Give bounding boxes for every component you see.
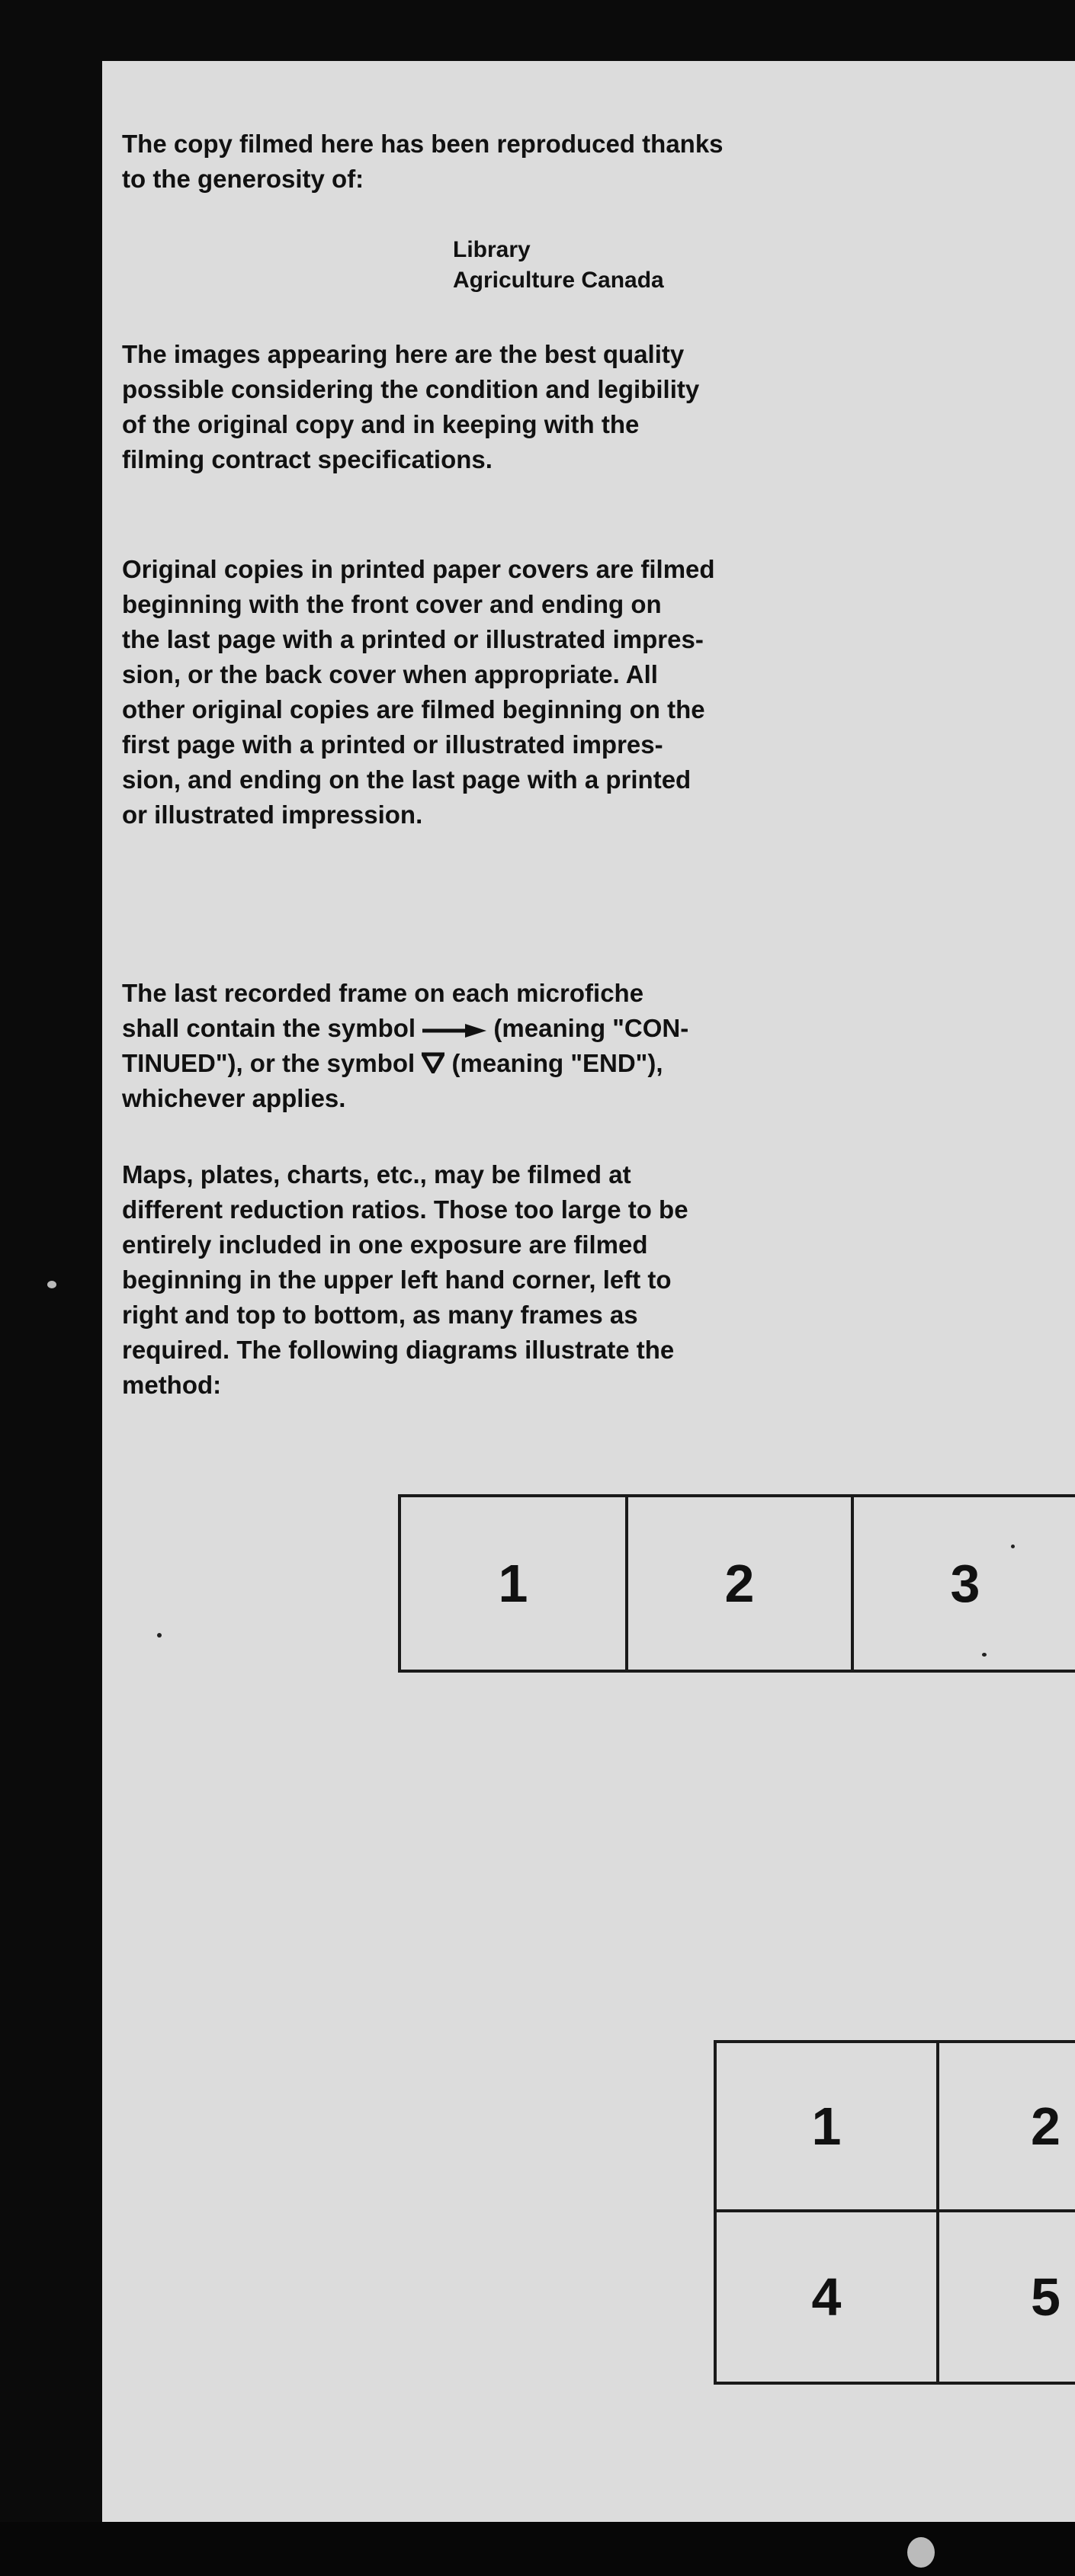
original-copies-line: other original copies are filmed beginning on the xyxy=(122,695,705,723)
institution-line-1: Library xyxy=(453,237,531,262)
symbols-text: TINUED"), or the symbol xyxy=(122,1049,422,1077)
original-copies-line: beginning with the front cover and ending on xyxy=(122,590,662,618)
symbols-text: shall contain the symbol xyxy=(122,1014,423,1042)
diagram-frame-3: 3 xyxy=(851,1494,1075,1673)
quality-line: The images appearing here are the best quality xyxy=(122,340,685,368)
original-copies-line: sion, and ending on the last page with a printed xyxy=(122,765,692,794)
quality-line: possible considering the condition and legibility xyxy=(122,375,700,403)
scan-speck xyxy=(1011,1545,1015,1548)
continued-arrow-icon xyxy=(422,1012,486,1047)
maps-line: beginning in the upper left hand corner, left to xyxy=(122,1266,672,1294)
symbols-line-1: The last recorded frame on each microfiche xyxy=(122,979,644,1007)
grid-frame-1: 1 xyxy=(714,2040,939,2212)
symbols-text: (meaning "CON- xyxy=(486,1014,689,1042)
maps-line: right and top to bottom, as many frames as xyxy=(122,1301,638,1329)
symbols-line-3 xyxy=(122,1046,663,1083)
maps-line: required. The following diagrams illustrate the xyxy=(122,1336,675,1364)
maps-line: Maps, plates, charts, etc., may be filmed at xyxy=(122,1160,631,1189)
end-triangle-icon xyxy=(422,1047,444,1083)
maps-line: different reduction ratios. Those too large to be xyxy=(122,1195,688,1224)
diagram-frame-2: 2 xyxy=(625,1494,854,1673)
original-copies-line: sion, or the back cover when appropriate. All xyxy=(122,660,658,688)
original-copies-line: first page with a printed or illustrated impres- xyxy=(122,730,663,759)
institution-line-2: Agriculture Canada xyxy=(453,268,664,293)
quality-line: of the original copy and in keeping with the xyxy=(122,410,640,438)
scan-speck xyxy=(982,1653,987,1657)
grid-frame-4: 4 xyxy=(714,2209,939,2385)
scan-speck xyxy=(907,2537,935,2568)
intro-line-1: The copy filmed here has been reproduced thanks xyxy=(122,130,724,158)
intro-line-2: to the generosity of: xyxy=(122,165,364,193)
grid-frame-2: 2 xyxy=(936,2040,1075,2212)
maps-line: entirely included in one exposure are filmed xyxy=(122,1230,648,1259)
symbols-line-2 xyxy=(122,1011,688,1047)
scan-speck xyxy=(157,1633,162,1638)
scan-speck xyxy=(47,1281,56,1288)
original-copies-line: or illustrated impression. xyxy=(122,800,423,829)
quality-line: filming contract specifications. xyxy=(122,445,493,473)
original-copies-line: the last page with a printed or illustrated impres- xyxy=(122,625,704,653)
symbols-line-4: whichever applies. xyxy=(122,1084,346,1112)
grid-frame-5: 5 xyxy=(936,2209,1075,2385)
symbols-text: (meaning "END"), xyxy=(444,1049,663,1077)
maps-line: method: xyxy=(122,1371,222,1399)
diagram-frame-1: 1 xyxy=(398,1494,628,1673)
original-copies-line: Original copies in printed paper covers are filmed xyxy=(122,555,715,583)
